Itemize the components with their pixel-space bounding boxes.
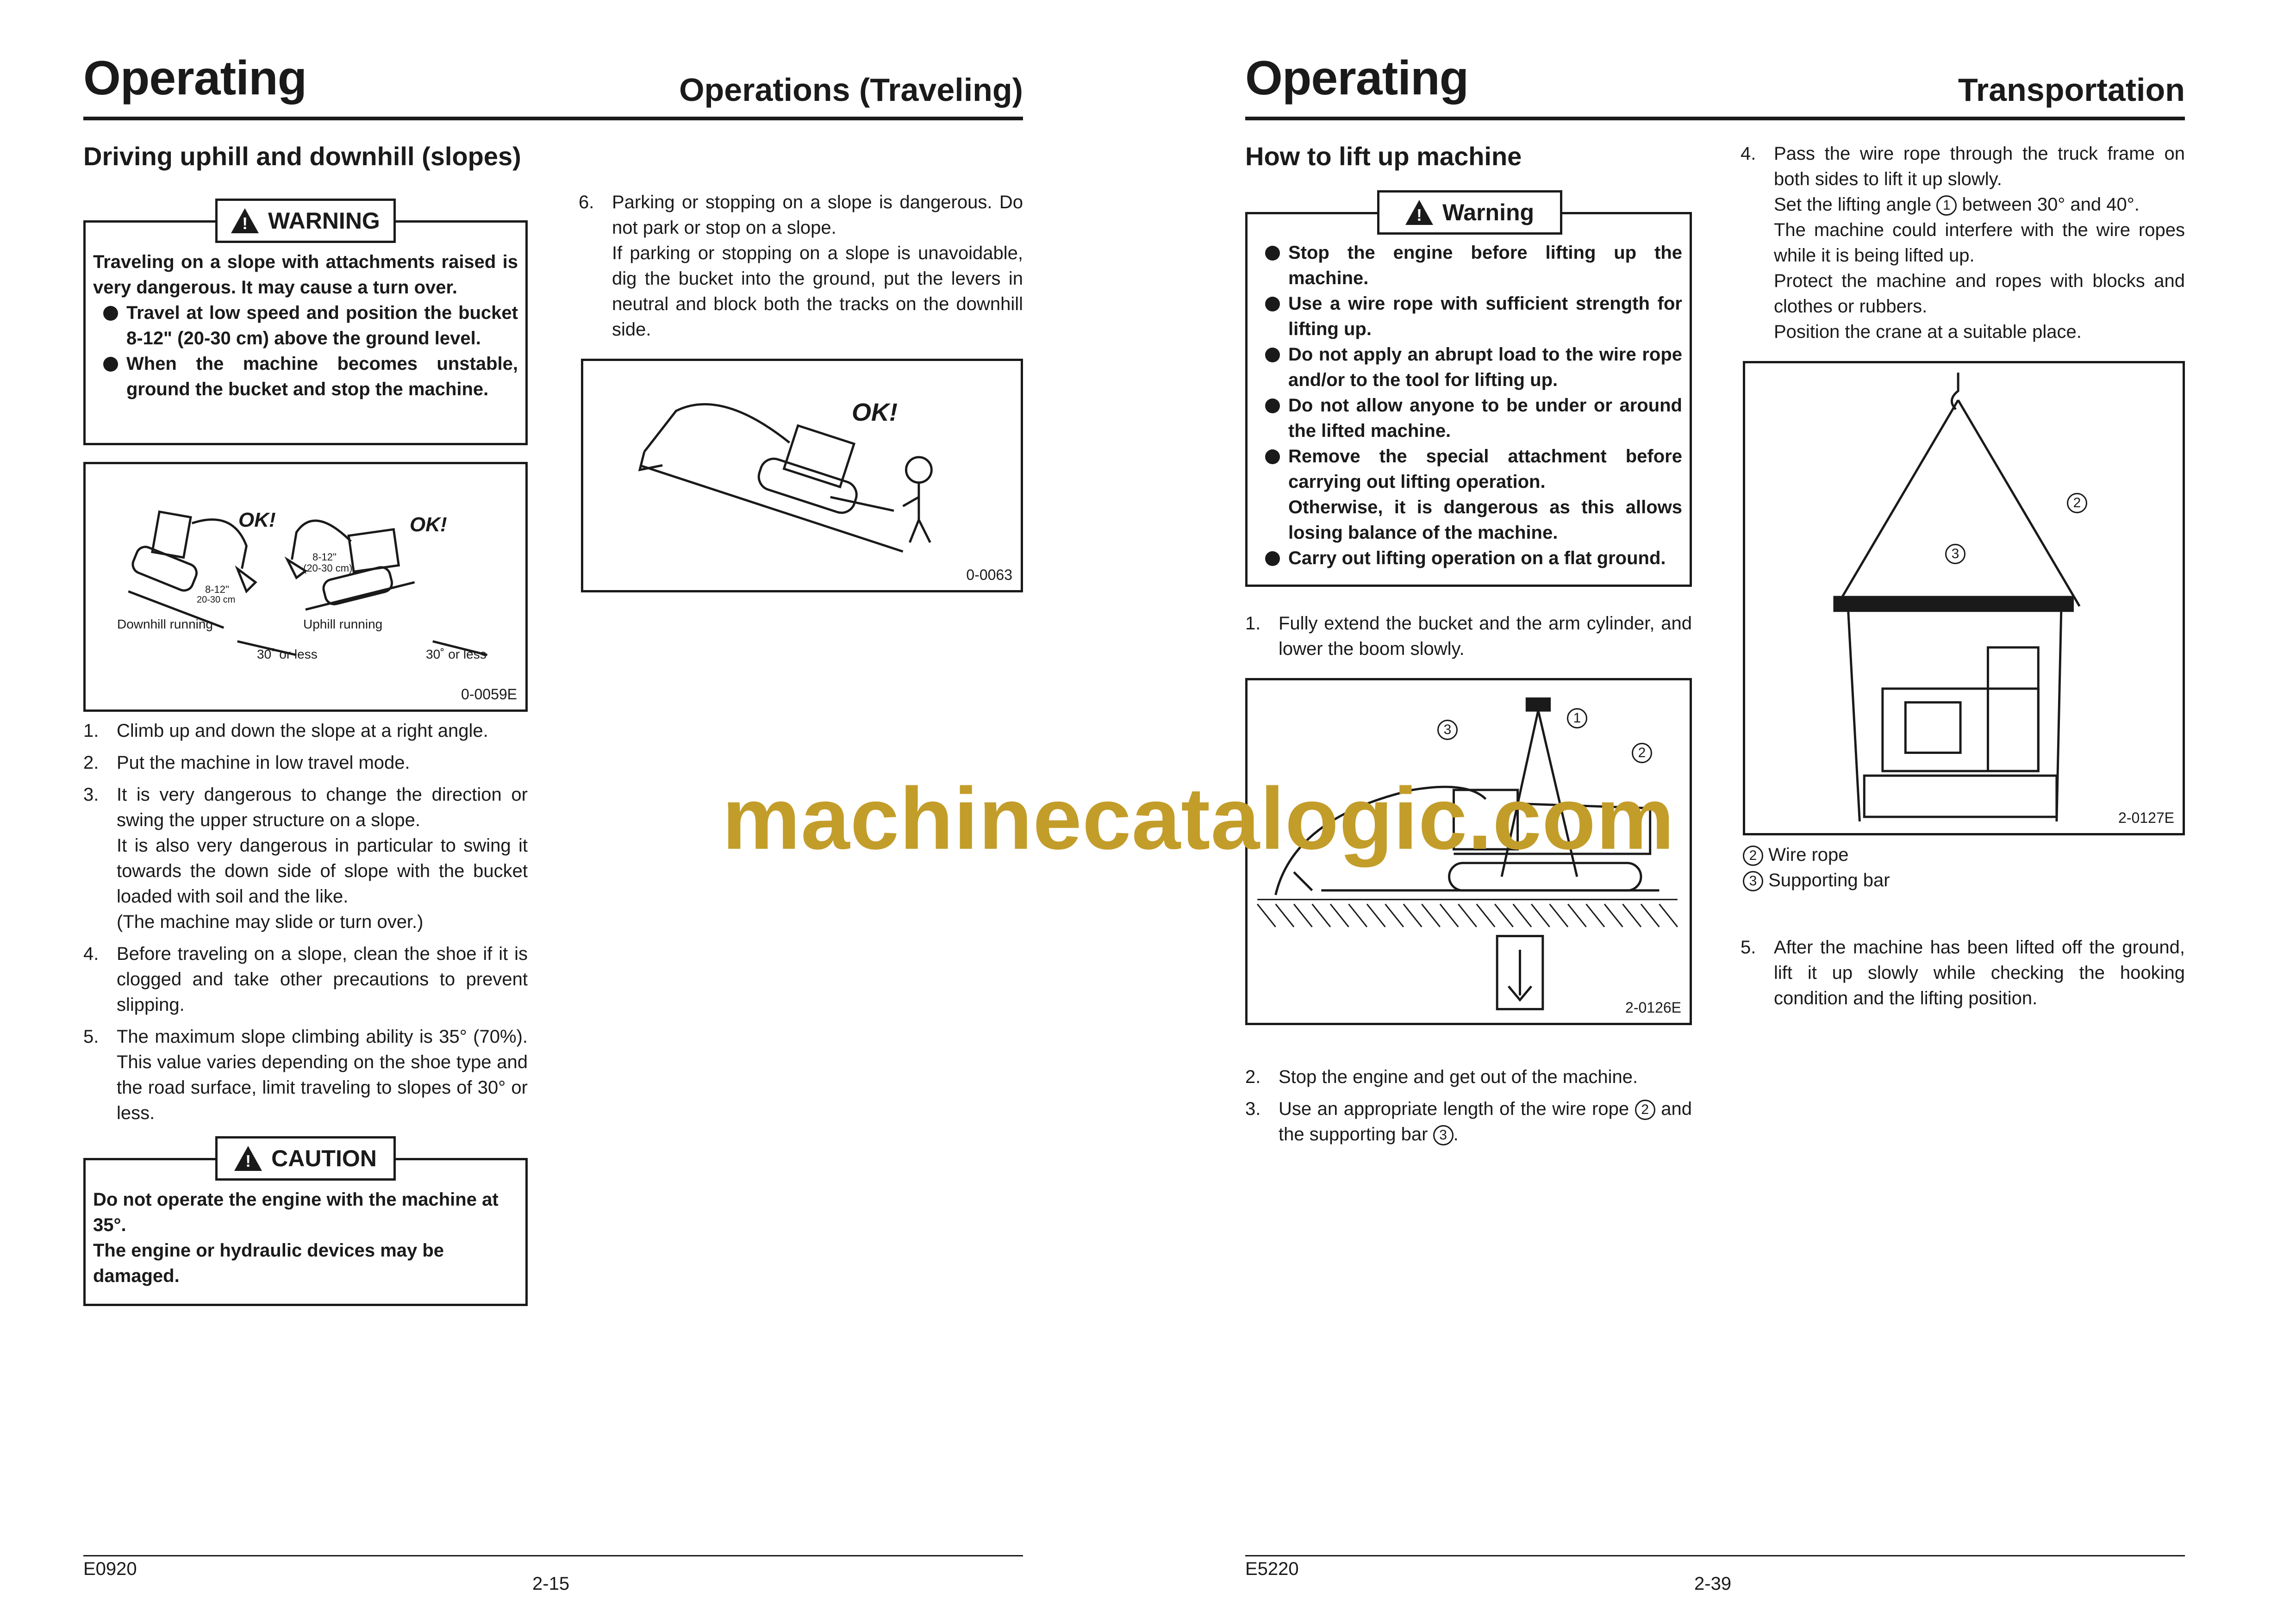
footer-code: E0920 (83, 1559, 137, 1579)
list-item: 3. It is very dangerous to change the direction or swing the upper structure on a slope. It is also very dangerous in particular to swing it towards the down side of slope with the bucket loaded with soil and the like. (The machine may slide or turn over.) (83, 784, 528, 932)
marker-3: 3 (1437, 720, 1458, 740)
warning-bullet: Remove the special attachment before carrying out lifting operation. (1255, 444, 1682, 495)
parking-illustration (583, 361, 1021, 590)
page-number: 2-15 (532, 1574, 570, 1594)
lifting-illustration-front (1745, 363, 2183, 833)
list-item: 4. Before traveling on a slope, clean the shoe if it is clogged and take other precautions to prevent slipping. (83, 944, 528, 1015)
chapter-title: Operating (1245, 51, 1469, 105)
steps-list (1245, 1064, 1692, 1154)
list-item: 3. Use an appropriate length of the wire rope 2 and the supporting bar 3 . (1245, 1096, 1692, 1147)
list-item: 5. The maximum slope climbing ability is 35° (70%). This value varies depending on the shoe type and the road surface, limit traveling to slopes of 30° or less. (83, 1027, 528, 1123)
page-number: 2-39 (1694, 1574, 1732, 1594)
marker-1: 1 (1567, 708, 1587, 728)
warning-icon: ! (1405, 200, 1433, 225)
warning-bullet: Do not allow anyone to be under or around the lifted machine. (1255, 393, 1682, 444)
warning-bullet: Use a wire rope with sufficient strength for lifting up. (1255, 291, 1682, 342)
step6 (579, 190, 1023, 349)
height-label: 8-12" (205, 584, 229, 595)
warning-bullet: When the machine becomes unstable, ground the bucket and stop the machine. (93, 351, 518, 402)
lifting-figure-front (1743, 361, 2185, 835)
marker-2: 2 (1632, 743, 1652, 763)
warning-bullet: Travel at low speed and position the bucket 8-12" (20-30 cm) above the ground level. (93, 300, 518, 351)
caution-text: The engine or hydraulic devices may be damaged. (93, 1240, 444, 1286)
page-header (1245, 46, 2185, 120)
uphill-label: Uphill running (303, 617, 383, 631)
warning-bullet: Carry out lifting operation on a flat ground. (1255, 546, 1682, 571)
marker-3: 3 (1945, 544, 1965, 564)
legend-item: 2 Wire rope (1743, 842, 1890, 868)
marker-1: 1 (1936, 195, 1957, 216)
chapter-title: Operating (83, 51, 307, 105)
step1 (1245, 611, 1692, 668)
warning-note: Otherwise, it is dangerous as this allows losing balance of the machine. (1288, 497, 1682, 543)
caution-label: ! CAUTION (215, 1136, 396, 1181)
angle-label: 30˚ or less (426, 647, 487, 661)
warning-label: ! WARNING (215, 199, 396, 243)
marker-2: 2 (1635, 1100, 1655, 1120)
height-label: (20-30 cm) (303, 562, 353, 574)
watermark-text: machinecatalogic.com (722, 770, 1675, 868)
warning-icon: ! (234, 1146, 262, 1171)
list-item: 2. Put the machine in low travel mode. (83, 753, 410, 773)
footer-code: E5220 (1245, 1559, 1299, 1579)
warning-box (1245, 199, 1692, 587)
section-header: Operations (Traveling) (679, 72, 1023, 108)
figure-code: 0-0063 (966, 566, 1012, 583)
list-item: 2. Stop the engine and get out of the machine. (1245, 1067, 1638, 1087)
list-item: 4. Pass the wire rope through the truck frame on both sides to lift it up slowly. Set the lifting angle 1 between 30° and 40°. The machine could interfere with the wire ropes while it is being lifted up. Protect the machine and ropes with blocks and clothes or rubbers. Position the crane at a suitable place. (1741, 143, 2185, 342)
footer-rule (83, 1555, 1023, 1556)
warning-label: ! Warning (1377, 190, 1562, 235)
marker-3: 3 (1433, 1125, 1454, 1145)
section-header: Transportation (1958, 72, 2185, 108)
warning-intro: Traveling on a slope with attachments raised is very dangerous. It may cause a turn over. (93, 252, 518, 298)
legend-item: 3 Supporting bar (1743, 868, 1890, 893)
list-item: 5. After the machine has been lifted off the ground, lift it up slowly while checking the hooking condition and the lifting position. (1741, 937, 2185, 1008)
warning-bullet: Do not apply an abrupt load to the wire rope and/or to the tool for lifting up. (1255, 342, 1682, 393)
warning-box (83, 208, 528, 445)
list-item: 1. Fully extend the bucket and the arm cylinder, and lower the boom slowly. (1245, 613, 1692, 659)
ok-mark: OK! (410, 513, 447, 536)
figure-code: 0-0059E (461, 686, 517, 703)
caution-box (83, 1145, 528, 1306)
downhill-label: Downhill running (117, 617, 213, 631)
warning-bullet: Stop the engine before lifting up the machine. (1255, 240, 1682, 291)
page-header (83, 46, 1023, 120)
ok-mark: OK! (238, 509, 276, 531)
slope-figure (83, 462, 528, 712)
marker-2: 2 (2067, 493, 2087, 513)
steps-list (83, 718, 528, 1132)
figure-code: 2-0126E (1625, 999, 1681, 1016)
figure-code: 2-0127E (2118, 809, 2174, 826)
caution-text: Do not operate the engine with the machine at 35°. (93, 1189, 499, 1235)
step5 (1741, 935, 2185, 1018)
height-label: 20-30 cm (197, 595, 236, 605)
list-item: 1. Climb up and down the slope at a right angle. (83, 721, 488, 741)
section-title: How to lift up machine (1245, 142, 1522, 171)
list-item: 6. Parking or stopping on a slope is dangerous. Do not park or stop on a slope. If parking or stopping on a slope is unavoidable, dig the bucket into the ground, put the levers in neutral and block both the tracks on the downhill side. (579, 192, 1023, 340)
warning-icon: ! (231, 208, 259, 233)
footer-rule (1245, 1555, 2185, 1556)
parking-figure (581, 359, 1023, 592)
figure-legend (1743, 842, 1890, 893)
step4 (1741, 141, 2185, 351)
section-title: Driving uphill and downhill (slopes) (83, 142, 521, 171)
ok-mark: OK! (852, 398, 898, 426)
height-label: 8-12" (312, 551, 337, 563)
angle-label: 30˚ or less (257, 647, 318, 661)
slope-illustration (86, 464, 525, 709)
